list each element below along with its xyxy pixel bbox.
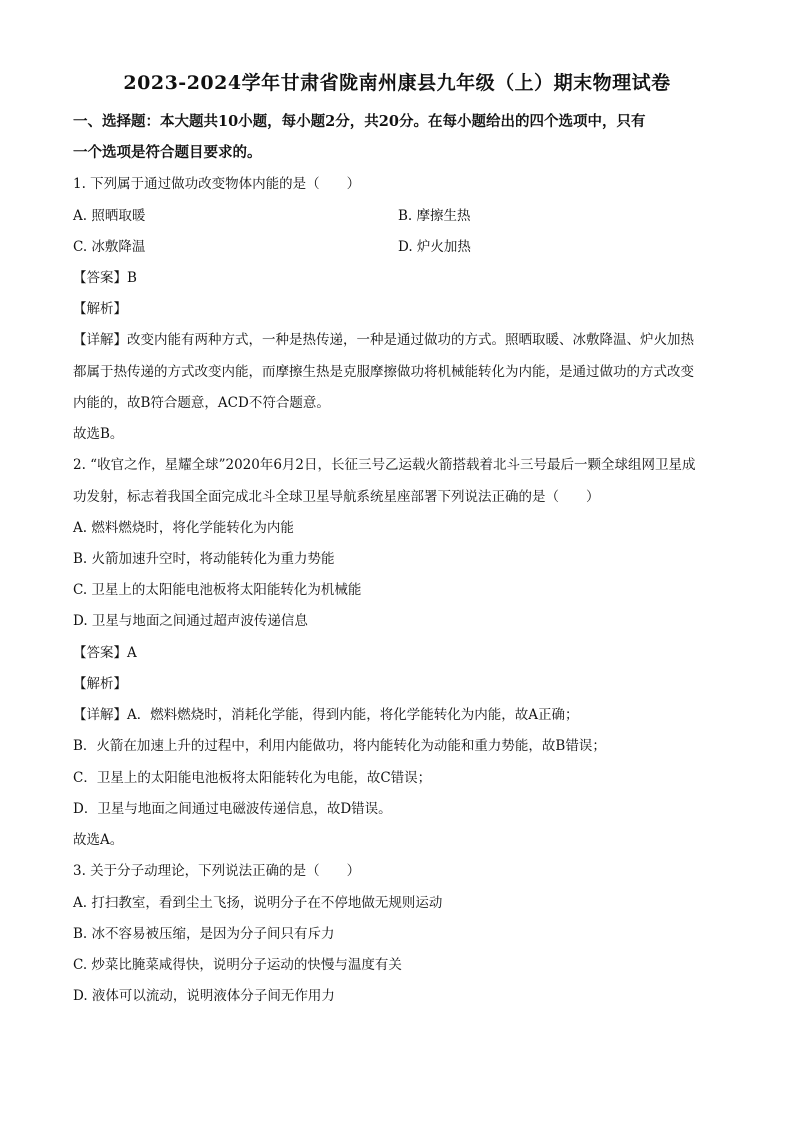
q3-option-a: A. 打扫教室，看到尘土飞扬，说明分子在不停地做无规则运动 [73, 895, 443, 911]
q2-option-c: C. 卫星上的太阳能电池板将太阳能转化为机械能 [73, 582, 362, 598]
q2-detail-line3: C．卫星上的太阳能电池板将太阳能转化为电能，故C错误； [73, 770, 432, 786]
q1-detail-line1: 【详解】改变内能有两种方式，一种是热传递，一种是通过做功的方式。照晒取暖、冰敷降温、炉火加热 [73, 332, 694, 348]
q2-answer: 【答案】A [73, 645, 137, 661]
q2-option-a: A. 燃料燃烧时，将化学能转化为内能 [73, 520, 294, 536]
q2-option-d: D. 卫星与地面之间通过超声波传递信息 [73, 613, 308, 629]
q3-option-c: C. 炒菜比腌菜咸得快，说明分子运动的快慢与温度有关 [73, 957, 402, 973]
q1-answer: 【答案】B [73, 270, 137, 286]
q1-detail-line3: 内能的，故B符合题意，ACD不符合题意。 [73, 395, 330, 411]
q1-option-b: B. 摩擦生热 [398, 208, 471, 224]
q1-analysis: 【解析】 [73, 301, 127, 317]
q1-detail-line2: 都属于热传递的方式改变内能，而摩擦生热是克服摩擦做功将机械能转化为内能，是通过做功的方式改变 [73, 364, 694, 380]
q3-stem: 3. 关于分子动理论，下列说法正确的是（ ） [73, 863, 361, 879]
section-header-line1: 一、选择题：本大题共10小题，每小题2分，共20分。在每小题给出的四个选项中，只有 [73, 113, 646, 130]
q2-detail-line2: B．火箭在加速上升的过程中，利用内能做功，将内能转化为动能和重力势能，故B错误； [73, 738, 606, 754]
q1-option-c: C. 冰敷降温 [73, 239, 146, 255]
q3-option-b: B. 冰不容易被压缩，是因为分子间只有斥力 [73, 926, 335, 942]
q1-conclusion: 故选B。 [73, 426, 124, 442]
q1-option-d: D. 炉火加热 [398, 239, 471, 255]
q1-option-a: A. 照晒取暖 [73, 208, 146, 224]
q2-stem-line2: 功发射，标志着我国全面完成北斗全球卫星导航系统星座部署下列说法正确的是（ ） [73, 489, 600, 505]
q1-stem: 1. 下列属于通过做功改变物体内能的是（ ） [73, 176, 361, 192]
q2-detail-line4: D．卫星与地面之间通过电磁波传递信息，故D错误。 [73, 801, 392, 817]
section-header-line2: 一个选项是符合题目要求的。 [73, 144, 262, 161]
q2-analysis: 【解析】 [73, 676, 127, 692]
q3-option-d: D. 液体可以流动，说明液体分子间无作用力 [73, 988, 335, 1004]
page-title: 2023-2024学年甘肃省陇南州康县九年级（上）期末物理试卷 [123, 72, 671, 94]
q2-conclusion: 故选A。 [73, 832, 124, 848]
q2-stem-line1: 2. “收官之作，星耀全球”2020年6月2日，长征三号乙运载火箭搭载着北斗三号最后一颗全球组网卫星成 [73, 457, 696, 473]
q2-option-b: B. 火箭加速升空时，将动能转化为重力势能 [73, 551, 335, 567]
q2-detail-line1: 【详解】A．燃料燃烧时，消耗化学能，得到内能，将化学能转化为内能，故A正确； [73, 707, 579, 723]
